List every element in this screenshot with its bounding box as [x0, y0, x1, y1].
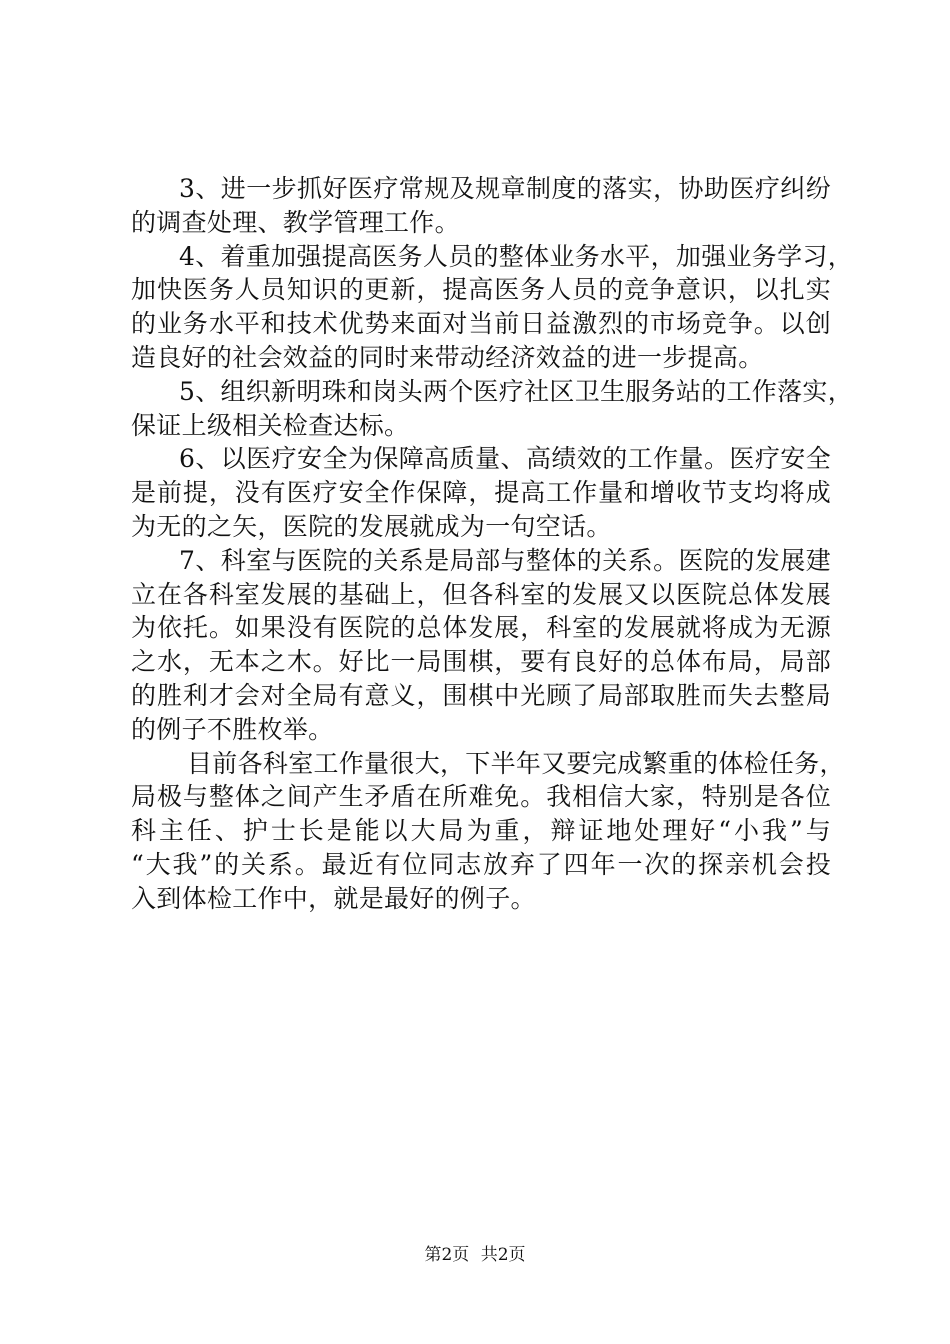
paragraph-5-line-2: 保证上级相关检查达标。	[131, 410, 410, 440]
paragraph-7-line-1: 7、科室与医院的关系是局部与整体的关系。医院的发展建	[179, 545, 831, 575]
paragraph-4-line-1: 4、着重加强提高医务人员的整体业务水平，加强业务学习，	[179, 241, 854, 271]
paragraph-8-line-2: 局极与整体之间产生矛盾在所难免。我相信大家，特别是各位	[131, 782, 831, 812]
paragraph-7-line-2: 立在各科室发展的基础上，但各科室的发展又以医院总体发展	[131, 579, 831, 609]
paragraph-6-line-3: 为无的之矢，医院的发展就成为一句空话。	[131, 511, 612, 541]
paragraph-7-line-6: 的例子不胜枚举。	[131, 714, 334, 744]
document-body	[131, 172, 854, 916]
paragraph-3-line-2: 的调查处理、教学管理工作。	[131, 207, 460, 237]
paragraph-5-line-1: 5、组织新明珠和岗头两个医疗社区卫生服务站的工作落实，	[179, 376, 854, 406]
page-number: 第2页	[424, 1245, 470, 1265]
page-footer	[0, 1245, 950, 1265]
paragraph-4-line-2: 加快医务人员知识的更新，提高医务人员的竞争意识，以扎实	[131, 275, 831, 305]
page-total: 共2页	[480, 1245, 526, 1265]
paragraph-6-line-2: 是前提，没有医疗安全作保障，提高工作量和增收节支均将成	[131, 478, 831, 508]
paragraph-8-line-5: 入到体检工作中，就是最好的例子。	[131, 883, 536, 913]
paragraph-8-line-1: 目前各科室工作量很大，下半年又要完成繁重的体检任务，	[187, 748, 845, 778]
paragraph-8-line-3: 科主任、护士长是能以大局为重，辩证地处理好“小我”与	[131, 816, 831, 846]
paragraph-4-line-3: 的业务水平和技术优势来面对当前日益激烈的市场竞争。以创	[131, 309, 831, 339]
paragraph-8-line-4: “大我”的关系。最近有位同志放弃了四年一次的探亲机会投	[131, 849, 831, 879]
paragraph-6-line-1: 6、以医疗安全为保障高质量、高绩效的工作量。医疗安全	[179, 444, 831, 474]
paragraph-3-line-1: 3、进一步抓好医疗常规及规章制度的落实，协助医疗纠纷	[179, 174, 831, 203]
paragraph-4-line-4: 造良好的社会效益的同时来带动经济效益的进一步提高。	[131, 342, 764, 372]
paragraph-7-line-4: 之水，无本之木。好比一局围棋，要有良好的总体布局，局部	[131, 647, 831, 677]
paragraph-7-line-5: 的胜利才会对全局有意义，围棋中光顾了局部取胜而失去整局	[131, 680, 831, 710]
paragraph-7-line-3: 为依托。如果没有医院的总体发展，科室的发展就将成为无源	[131, 613, 831, 643]
